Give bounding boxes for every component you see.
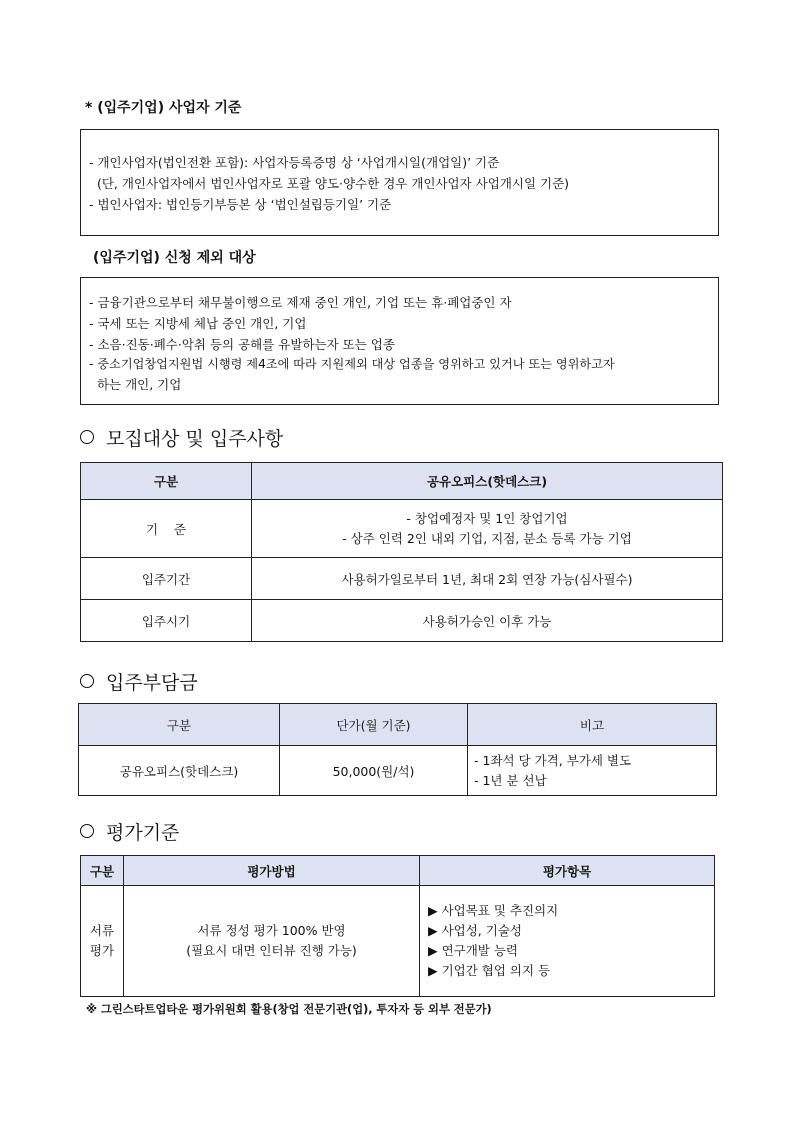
eval-method <box>124 886 420 997</box>
eval-item-1: ▶ 사업목표 및 추진의지 <box>428 903 559 918</box>
business-criteria-title: * (입주기업) 사업자 기준 <box>85 100 242 116</box>
eval-footnote: ※ 그린스타트업타운 평가위원회 활용(창업 전문기관(업), 투자자 등 외부 전문가) <box>86 1003 492 1016</box>
eval-header-items: 평가항목 <box>420 856 715 886</box>
eval-method-line-1: 서류 정성 평가 100% 반영 <box>197 923 346 938</box>
recruit-row-label-period: 입주기간 <box>81 558 252 600</box>
recruit-row-label-criteria: 기 준 <box>81 500 252 558</box>
business-criteria-box <box>80 129 719 236</box>
recruit-row-value-criteria <box>252 500 723 558</box>
recruit-table <box>80 462 723 642</box>
fee-notes <box>468 746 717 796</box>
fee-table <box>78 703 717 796</box>
recruit-criteria-line-1: - 창업예정자 및 1인 창업기업 <box>406 510 568 526</box>
circle-bullet-icon <box>80 430 94 444</box>
circle-bullet-icon <box>80 824 94 838</box>
recruit-section-heading <box>80 424 283 451</box>
exclusion-line-4: - 중소기업창업지원법 시행령 제4조에 따라 지원제외 대상 업종을 영위하고 있거나 또는 영위하고자 <box>89 357 615 371</box>
criteria-line-3: - 법인사업자: 법인등기부등본 상 ‘법인설립등기일’ 기준 <box>89 197 392 212</box>
eval-item-2: ▶ 사업성, 기술성 <box>428 923 522 938</box>
exclusions-title: (입주기업) 신청 제외 대상 <box>93 250 256 266</box>
eval-table <box>80 855 715 997</box>
eval-item-4: ▶ 기업간 협업 의지 등 <box>428 963 551 978</box>
recruit-title: 모집대상 및 입주사항 <box>106 428 284 450</box>
eval-item-3: ▶ 연구개발 능력 <box>428 943 519 958</box>
exclusion-line-2: - 국세 또는 지방세 체납 중인 개인, 기업 <box>89 316 307 331</box>
exclusion-line-3: - 소음·진동·폐수·악취 등의 공해를 유발하는자 또는 업종 <box>89 337 395 352</box>
eval-section-heading <box>80 818 179 845</box>
exclusion-line-1: - 금융기관으로부터 채무불이행으로 제재 중인 개인, 기업 또는 휴·폐업중인 자 <box>89 295 512 310</box>
fee-section-heading <box>80 668 198 695</box>
recruit-row-value-period: 사용허가일로부터 1년, 최대 2회 연장 가능(심사필수) <box>252 558 723 600</box>
eval-header-category: 구분 <box>81 856 124 886</box>
eval-items <box>420 886 715 997</box>
recruit-header-office: 공유오피스(핫데스크) <box>252 463 723 500</box>
fee-note-2: - 1년 분 선납 <box>474 772 547 788</box>
eval-title: 평가기준 <box>106 822 180 844</box>
exclusion-line-5: 하는 개인, 기업 <box>89 377 182 392</box>
fee-note-1: - 1좌석 당 가격, 부가세 별도 <box>474 752 632 768</box>
exclusions-box <box>80 277 719 405</box>
fee-header-category: 구분 <box>79 704 280 746</box>
recruit-header-category: 구분 <box>81 463 252 500</box>
fee-header-price: 단가(월 기준) <box>280 704 468 746</box>
recruit-criteria-line-2: - 상주 인력 2인 내외 기업, 지점, 분소 등록 가능 기업 <box>342 530 632 546</box>
fee-header-note: 비고 <box>468 704 717 746</box>
recruit-row-label-timing: 입주시기 <box>81 600 252 642</box>
eval-type-line-1: 서류 <box>89 923 115 938</box>
criteria-line-2: (단, 개인사업자에서 법인사업자로 포괄 양도·양수한 경우 개인사업자 사업개시일 기준) <box>89 176 570 191</box>
criteria-line-1: - 개인사업자(법인전환 포함): 사업자등록증명 상 ‘사업개시일(개업일)’ 기준 <box>89 155 500 170</box>
eval-type <box>81 886 124 997</box>
eval-method-line-2: (필요시 대면 인터뷰 진행 가능) <box>186 943 357 958</box>
eval-header-method: 평가방법 <box>124 856 420 886</box>
circle-bullet-icon <box>80 674 94 688</box>
fee-type: 공유오피스(핫데스크) <box>79 746 280 796</box>
eval-type-line-2: 평가 <box>89 943 115 958</box>
fee-price: 50,000(원/석) <box>280 746 468 796</box>
recruit-row-value-timing: 사용허가승인 이후 가능 <box>252 600 723 642</box>
fee-title: 입주부담금 <box>106 672 198 694</box>
